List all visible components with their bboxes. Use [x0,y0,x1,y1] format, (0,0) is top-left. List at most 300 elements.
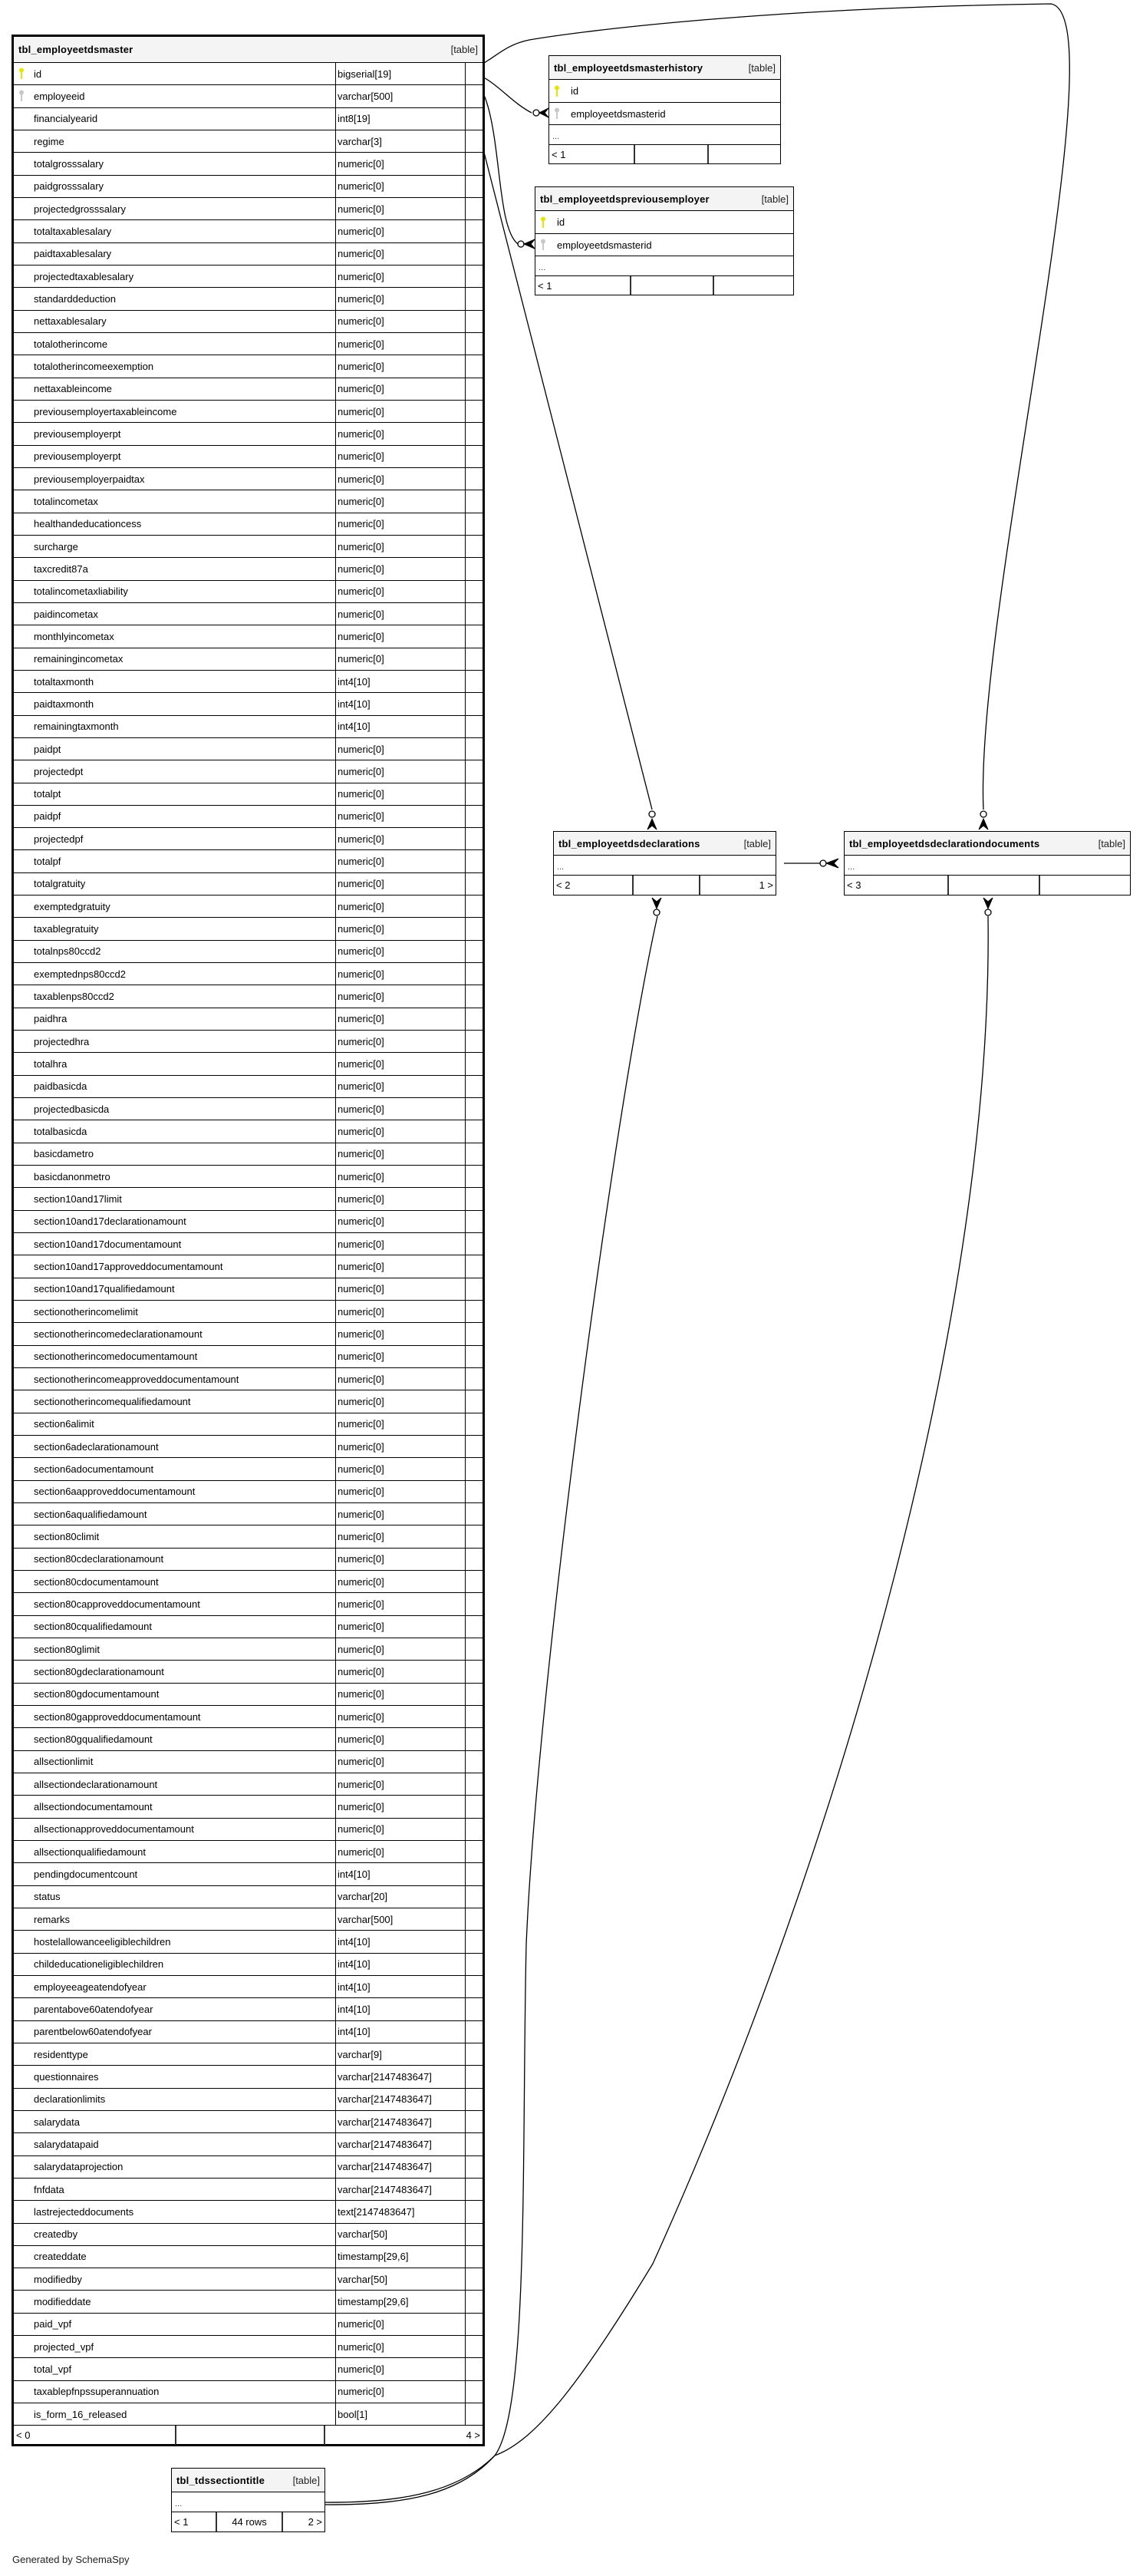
column-row[interactable] [14,873,483,895]
footer-middle [175,2426,324,2445]
column-name: createddate [34,2251,87,2263]
column-row[interactable] [14,2291,483,2313]
column-type: timestamp[29,6] [336,2246,466,2268]
column-type: varchar[2147483647] [336,2156,466,2178]
column-name: id [557,216,565,228]
footer-children-link[interactable]: 1 > [699,876,776,895]
column-row[interactable] [14,1076,483,1098]
column-name-cell [14,1908,336,1930]
column-row[interactable] [14,176,483,198]
column-type: varchar[50] [336,2224,466,2245]
column-row[interactable] [14,1166,483,1188]
column-row[interactable] [14,355,483,378]
column-name: section80gdeclarationamount [34,1665,164,1677]
footer-parents-link[interactable]: < 2 [556,879,571,891]
column-spacer [466,2246,483,2268]
table-header[interactable] [549,56,780,80]
column-spacer [466,1233,483,1255]
column-row[interactable] [14,1525,483,1548]
column-type: numeric[0] [336,1098,466,1120]
column-name-cell [14,1525,336,1547]
table-kind-label: [table] [748,61,776,74]
column-row[interactable] [14,581,483,603]
column-name-cell [14,873,336,895]
primary-key-icon [14,68,29,80]
column-type: numeric[0] [336,1053,466,1074]
column-type: numeric[0] [336,243,466,265]
column-row[interactable] [14,2381,483,2403]
column-row[interactable] [14,963,483,985]
column-name-cell [14,648,336,670]
column-name: totaltaxablesalary [34,225,112,237]
column-spacer [466,693,483,714]
column-row[interactable] [14,648,483,671]
column-row[interactable] [14,220,483,242]
column-name-cell [14,1031,336,1052]
table-header[interactable] [535,187,793,211]
column-row[interactable] [14,333,483,355]
column-type: numeric[0] [336,1188,466,1209]
table-tdssectiontitle[interactable] [171,2468,325,2532]
column-name: salarydataprojection [34,2161,124,2173]
column-row[interactable] [14,2156,483,2179]
table-header[interactable] [14,37,483,63]
column-row[interactable] [14,1841,483,1863]
footer-children-link[interactable] [707,145,780,163]
column-spacer [466,1976,483,1997]
column-name: allsectionqualifiedamount [34,1845,146,1858]
column-type: numeric[0] [336,1571,466,1592]
crow-foot-icon [647,819,657,830]
column-row[interactable] [535,234,793,256]
column-row[interactable] [14,1661,483,1683]
column-row[interactable] [14,895,483,918]
column-row[interactable] [14,2336,483,2358]
column-spacer [466,2133,483,2155]
column-name: surcharge [34,540,78,552]
column-name-cell [14,1773,336,1795]
column-row[interactable] [14,1751,483,1773]
column-name-cell [14,1954,336,1975]
column-row[interactable] [14,2246,483,2268]
column-type: numeric[0] [336,828,466,849]
column-row[interactable] [14,1549,483,1571]
column-row[interactable] [14,1638,483,1661]
table-employeetdsdeclarations[interactable] [553,831,776,895]
column-name: section80gapproveddocumentamount [34,1710,201,1723]
column-type: varchar[20] [336,1886,466,1908]
column-name: parentabove60atendofyear [34,2003,153,2015]
column-row[interactable] [14,198,483,220]
more-columns-ellipsis: ... [554,856,776,876]
column-row[interactable] [14,693,483,715]
more-columns-ellipsis: ... [845,856,1130,876]
column-row[interactable] [14,1323,483,1345]
column-spacer [466,1706,483,1727]
column-type: numeric[0] [336,198,466,219]
column-name-cell [14,1436,336,1457]
table-employeetdsdeclarationdocuments[interactable] [844,831,1131,895]
column-type: numeric[0] [336,2314,466,2335]
column-name-cell [14,1728,336,1750]
footer-parents-link[interactable]: < 0 [16,2429,31,2442]
column-name: createdby [34,2228,78,2241]
column-type: numeric[0] [336,446,466,467]
column-type: numeric[0] [336,1549,466,1570]
column-row[interactable] [14,1278,483,1301]
column-row[interactable] [14,1031,483,1053]
footer-parents-link[interactable]: < 3 [847,879,861,891]
column-type: numeric[0] [336,266,466,287]
column-spacer [466,941,483,962]
column-row[interactable] [14,985,483,1008]
footer-middle [947,876,1039,895]
column-row[interactable] [14,468,483,490]
column-name-cell [14,243,336,265]
column-type: int4[10] [336,1931,466,1952]
table-header[interactable] [845,832,1130,856]
column-row[interactable] [14,918,483,940]
column-spacer [466,446,483,467]
column-row[interactable] [14,2179,483,2201]
column-row[interactable] [14,2224,483,2246]
column-type: int4[10] [336,693,466,714]
column-spacer [466,108,483,130]
column-name-cell [14,266,336,287]
column-row[interactable] [14,1008,483,1031]
more-columns-ellipsis: ... [535,256,793,276]
crow-foot-icon [652,898,661,909]
column-row[interactable] [14,108,483,130]
column-row[interactable] [14,63,483,85]
column-row[interactable] [14,1593,483,1615]
column-type: numeric[0] [336,603,466,625]
column-row[interactable] [14,1863,483,1885]
column-row[interactable] [14,603,483,625]
column-name: totalincometax [34,495,98,507]
column-name: salarydata [34,2116,80,2128]
column-name: exemptednps80ccd2 [34,968,126,980]
column-row[interactable] [14,558,483,580]
column-row[interactable] [14,1684,483,1706]
footer-children-link[interactable] [1039,876,1130,895]
column-row[interactable] [14,1503,483,1525]
footer-parents-link[interactable]: < 1 [552,148,566,160]
column-row[interactable] [14,243,483,266]
column-name: paidhra [34,1013,68,1025]
crow-circle-icon [654,909,660,915]
column-row[interactable] [14,738,483,760]
column-row[interactable] [14,806,483,828]
column-type: varchar[2147483647] [336,2133,466,2155]
column-name: lastrejecteddocuments [34,2205,134,2218]
column-name-cell [14,2224,336,2245]
column-name: section6alimit [34,1418,94,1430]
column-row[interactable] [14,1368,483,1390]
column-row[interactable] [14,2043,483,2066]
column-type: numeric[0] [336,783,466,805]
column-row[interactable] [14,2111,483,2133]
column-name: taxablenps80ccd2 [34,991,114,1003]
column-row[interactable] [14,760,483,783]
table-footer [535,276,793,295]
column-name: modifiedby [34,2273,82,2285]
column-type: numeric[0] [336,806,466,827]
column-row[interactable] [14,625,483,648]
column-row[interactable] [14,536,483,558]
column-name-cell [14,1166,336,1187]
column-name: sectionotherincomequalifiedamount [34,1396,191,1408]
column-name-cell [14,378,336,400]
column-name: employeetdsmasterid [571,107,666,120]
column-name: parentbelow60atendofyear [34,2026,152,2038]
column-type: bool[1] [336,2403,466,2425]
column-type: varchar[9] [336,2043,466,2065]
column-row[interactable] [14,401,483,423]
column-spacer [466,1549,483,1570]
column-type: varchar[3] [336,130,466,152]
column-type: numeric[0] [336,1413,466,1435]
column-row[interactable] [14,850,483,872]
column-name: previousemployerpt [34,450,121,463]
column-spacer [466,1143,483,1165]
column-name: paidpt [34,743,61,755]
column-spacer [466,1863,483,1885]
table-header[interactable] [554,832,776,856]
column-row[interactable] [14,1413,483,1436]
column-type: numeric[0] [336,558,466,579]
column-name: hostelallowanceeligiblechildren [34,1935,171,1948]
footer-children-link[interactable]: 4 > [324,2426,483,2445]
column-row[interactable] [549,80,780,103]
footer-children-link[interactable] [713,276,793,295]
column-row[interactable] [14,1098,483,1120]
footer-parents-link[interactable]: < 1 [538,279,552,292]
column-row[interactable] [14,1188,483,1210]
column-name-cell [14,2089,336,2110]
table-name: tbl_employeetdspreviousemployer [540,193,710,205]
column-row[interactable] [14,1301,483,1323]
column-row[interactable] [14,1458,483,1480]
column-type: numeric[0] [336,1166,466,1187]
column-row[interactable] [14,378,483,401]
column-row[interactable] [14,2314,483,2336]
column-row[interactable] [14,1706,483,1728]
column-type: int4[10] [336,2021,466,2043]
column-name-cell [14,828,336,849]
column-row[interactable] [14,1346,483,1368]
column-row[interactable] [14,1053,483,1075]
column-row[interactable] [14,1390,483,1413]
column-row[interactable] [14,1211,483,1233]
column-row[interactable] [14,671,483,693]
column-spacer [466,513,483,535]
table-footer [845,876,1130,895]
table-kind-label: [table] [761,193,789,205]
column-spacer [466,1616,483,1638]
column-row[interactable] [14,311,483,333]
column-name-cell [14,1143,336,1165]
column-name: allsectionlimit [34,1756,94,1768]
column-row[interactable] [14,153,483,175]
column-name-cell [14,671,336,692]
column-spacer [466,2291,483,2312]
column-name: previousemployerpt [34,427,121,440]
generated-by-footer: Generated by SchemaSpy [12,2554,130,2565]
column-spacer [466,1053,483,1074]
column-name-cell [14,176,336,197]
column-row[interactable] [14,85,483,107]
column-name-cell [14,1593,336,1615]
column-spacer [466,2021,483,2043]
column-row[interactable] [14,2021,483,2043]
column-row[interactable] [14,941,483,963]
column-name-cell [14,220,336,242]
column-name: id [571,85,579,97]
column-row[interactable] [535,211,793,234]
column-name-cell [14,1796,336,1817]
column-type: numeric[0] [336,355,466,377]
column-type: numeric[0] [336,333,466,355]
column-row[interactable] [549,103,780,125]
column-row[interactable] [14,1773,483,1796]
column-row[interactable] [14,1819,483,1841]
column-row[interactable] [14,2358,483,2380]
column-spacer [466,963,483,985]
column-row[interactable] [14,1571,483,1593]
column-type: numeric[0] [336,1503,466,1525]
column-row[interactable] [14,2268,483,2291]
column-row[interactable] [14,446,483,468]
column-name: taxcredit87a [34,562,88,575]
column-row[interactable] [14,1931,483,1953]
column-row[interactable] [14,783,483,806]
footer-children-link[interactable]: 2 > [282,2512,324,2531]
column-row[interactable] [14,1728,483,1750]
column-name: section6adeclarationamount [34,1440,159,1453]
column-row[interactable] [14,1976,483,1998]
column-spacer [466,1886,483,1908]
column-name: healthandeducationcess [34,518,142,530]
column-spacer [466,1728,483,1750]
column-type: numeric[0] [336,288,466,309]
column-name: totaltaxmonth [34,675,94,688]
column-spacer [466,1773,483,1795]
column-row[interactable] [14,513,483,536]
column-row[interactable] [14,1436,483,1458]
column-name-cell [14,1368,336,1390]
column-name: allsectionapproveddocumentamount [34,1823,194,1836]
footer-middle [630,276,713,295]
column-row[interactable] [14,1143,483,1166]
table-header[interactable] [172,2469,324,2492]
column-type: numeric[0] [336,985,466,1007]
column-row[interactable] [14,1954,483,1976]
column-name: sectionotherincomelimit [34,1305,138,1318]
column-row[interactable] [14,2089,483,2111]
column-name: totalincometaxliability [34,585,128,598]
column-row[interactable] [14,266,483,288]
column-type: numeric[0] [336,1368,466,1390]
column-name: paidtaxablesalary [34,248,112,260]
column-row[interactable] [14,423,483,445]
crow-circle-icon [985,909,991,915]
column-spacer [466,1346,483,1367]
column-row[interactable] [14,1255,483,1278]
column-name: fnfdata [34,2183,64,2195]
table-employeetdspreviousemployer[interactable] [535,186,794,295]
column-name-cell [14,985,336,1007]
footer-parents-link[interactable]: < 1 [174,2516,189,2528]
column-name: nettaxablesalary [34,315,107,328]
column-row[interactable] [14,1481,483,1503]
table-employeetdsmaster[interactable] [12,35,485,2446]
column-spacer [466,806,483,827]
column-type: numeric[0] [336,1796,466,1817]
column-type: int4[10] [336,671,466,692]
column-row[interactable] [14,2066,483,2088]
column-name: section80gqualifiedamount [34,1733,153,1745]
column-name-cell [14,1751,336,1773]
column-spacer [466,1031,483,1052]
column-row[interactable] [14,1998,483,2020]
column-row[interactable] [14,1886,483,1908]
column-row[interactable] [14,2201,483,2223]
column-name-cell [14,2021,336,2043]
column-row[interactable] [14,490,483,513]
column-row[interactable] [14,130,483,153]
column-type: numeric[0] [336,378,466,400]
column-spacer [466,1954,483,1975]
column-name: paidpf [34,810,61,823]
column-row[interactable] [14,1908,483,1931]
column-row[interactable] [14,2133,483,2155]
footer-row-count: 44 rows [216,2512,282,2531]
column-row[interactable] [14,2403,483,2426]
column-row[interactable] [14,1233,483,1255]
column-type: numeric[0] [336,1120,466,1142]
column-name: nettaxableincome [34,383,112,395]
column-row[interactable] [14,1796,483,1818]
column-spacer [466,783,483,805]
column-name-cell [14,1413,336,1435]
column-type: numeric[0] [336,1076,466,1097]
column-name: id [34,68,42,80]
foreign-key-icon [535,239,551,251]
column-row[interactable] [14,1616,483,1638]
column-spacer [466,2381,483,2403]
column-type: numeric[0] [336,1278,466,1300]
more-columns-ellipsis: ... [172,2492,324,2512]
column-name-cell [14,2066,336,2087]
column-spacer [466,536,483,557]
column-name: section80glimit [34,1643,100,1655]
column-type: numeric[0] [336,1638,466,1660]
column-row[interactable] [14,716,483,738]
column-spacer [466,1278,483,1300]
column-row[interactable] [14,1120,483,1143]
column-row[interactable] [14,288,483,310]
table-employeetdsmasterhistory[interactable] [548,55,781,164]
column-spacer [466,850,483,872]
column-name-cell [14,2268,336,2290]
crow-circle-icon [980,811,987,817]
column-spacer [466,85,483,107]
column-type: numeric[0] [336,220,466,242]
column-name-cell [14,1390,336,1412]
column-name-cell [14,1841,336,1862]
column-row[interactable] [14,828,483,850]
